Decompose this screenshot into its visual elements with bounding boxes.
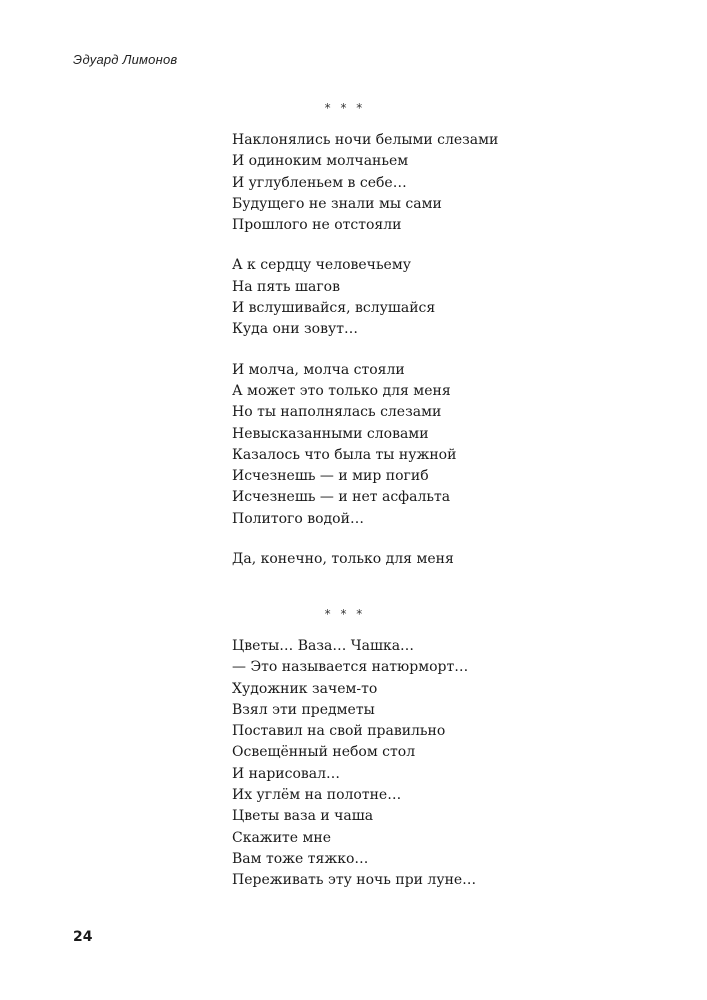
poem-line: На пять шагов xyxy=(232,278,340,295)
page-number: 24 xyxy=(73,929,93,945)
poem-line: Переживать эту ночь при луне… xyxy=(232,872,477,889)
poem-line: Поставил на свой правильно xyxy=(232,723,446,740)
asterism-separator: * * * xyxy=(324,101,366,115)
poem-line: Да, конечно, только для меня xyxy=(232,551,454,568)
poem-line: Цветы… Ваза… Чашка… xyxy=(232,638,415,654)
poem-line: Художник зачем-то xyxy=(232,680,378,697)
poem-line: Наклонялись ночи белыми слезами xyxy=(232,132,499,148)
poem-line: Взял эти предметы xyxy=(232,701,375,718)
poem-line: Скажите мне xyxy=(232,829,332,846)
poem-line: Их углём на полотне… xyxy=(232,787,402,804)
poem-line: И одиноким молчаньем xyxy=(232,153,409,170)
poem-line: А может это только для меня xyxy=(232,382,451,399)
poem-line: Вам тоже тяжко… xyxy=(232,850,369,867)
poem-line: Прошлого не отстояли xyxy=(232,217,402,234)
stanza-gap xyxy=(232,530,572,549)
poem-line: Освещённый небом стол xyxy=(232,744,416,761)
running-head: Эдуард Лимонов xyxy=(73,52,178,67)
poem-line: Невысказанными словами xyxy=(232,425,429,442)
poem-line: И вслушивайся, вслушайся xyxy=(232,300,436,317)
poem-2 xyxy=(232,636,572,892)
poem-line: Политого водой… xyxy=(232,510,364,527)
poem-line: Исчезнешь — и мир погиб xyxy=(232,468,429,485)
poem-line: И молча, молча стояли xyxy=(232,361,405,378)
poem-line: Казалось что была ты нужной xyxy=(232,446,457,463)
poem-line: И нарисовал… xyxy=(232,765,341,782)
asterism-separator: * * * xyxy=(324,607,366,621)
stanza-gap xyxy=(232,341,572,360)
poem-1 xyxy=(232,130,572,570)
poem-line: — Это называется натюрморт… xyxy=(232,659,469,676)
poem-line: И углубленьем в себе… xyxy=(232,174,407,191)
poem-line: Цветы ваза и чаша xyxy=(232,808,374,825)
poem-line: Будущего не знали мы сами xyxy=(232,195,442,212)
poem-line: А к сердцу человечьему xyxy=(232,257,411,274)
poem-line: Куда они зовут… xyxy=(232,321,358,338)
stanza-gap xyxy=(232,236,572,255)
poem-line: Но ты наполнялась слезами xyxy=(232,404,442,421)
poem-line: Исчезнешь — и нет асфальта xyxy=(232,489,451,506)
